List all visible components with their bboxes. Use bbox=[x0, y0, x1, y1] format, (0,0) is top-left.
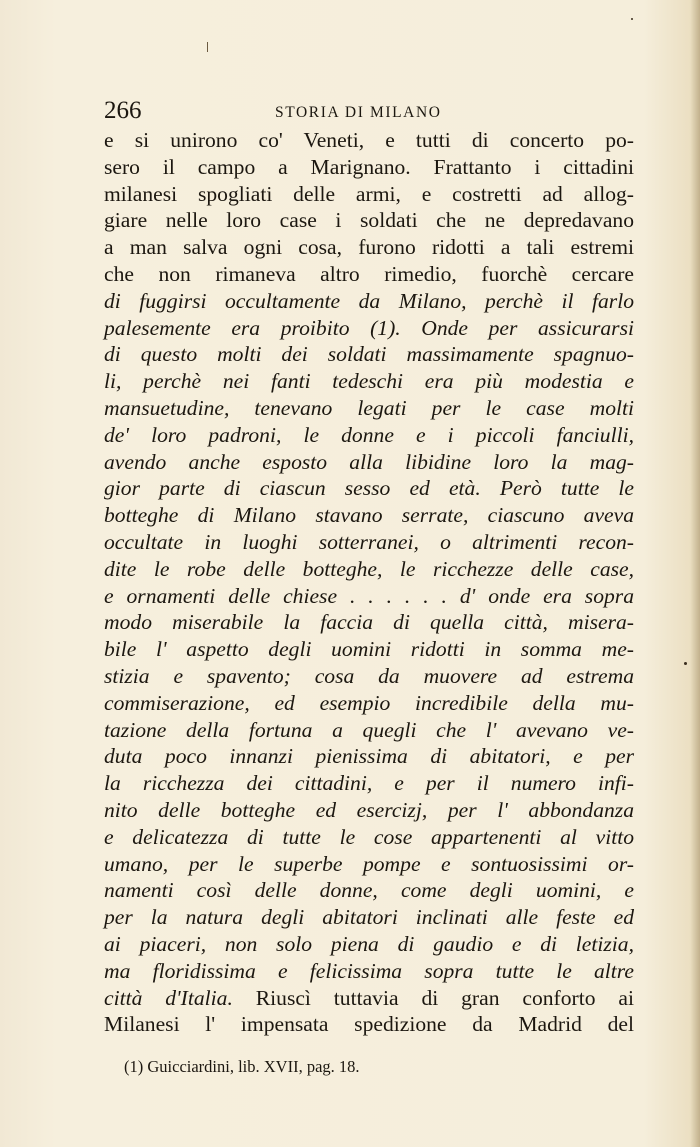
page-number: 266 bbox=[104, 97, 142, 124]
text-line bbox=[104, 985, 634, 1012]
text-line: tazione della fortuna a quegli che l' avevano ve- bbox=[104, 717, 634, 742]
text-line: giare nelle loro case i soldati che ne depredavano bbox=[104, 208, 634, 233]
paper-speck bbox=[684, 662, 687, 665]
text-line: mansuetudine, tenevano legati per le case molti bbox=[104, 395, 634, 420]
text-line: bile l' aspetto degli uomini ridotti in somma me- bbox=[104, 637, 634, 662]
text-line: duta poco innanzi pienissima di abitatori, e per bbox=[104, 744, 634, 769]
text-line: commiserazione, ed esempio incredibile della mu- bbox=[104, 690, 634, 715]
text-line: gior parte di ciascun sesso ed età. Però tutte le bbox=[104, 476, 634, 501]
text-line: e si unirono co' Veneti, e tutti di concerto po- bbox=[104, 128, 634, 152]
page-edge-shadow bbox=[690, 0, 700, 1147]
text-line: per la natura degli abitatori inclinati alle feste ed bbox=[104, 905, 634, 930]
text-line: milanesi spogliati delle armi, e costretti ad allog- bbox=[104, 181, 634, 206]
text-line: a man salva ogni cosa, furono ridotti a tali estremi bbox=[104, 235, 634, 260]
paper-mark bbox=[207, 42, 208, 52]
text-line: che non rimaneva altro rimedio, fuorchè cercare bbox=[104, 261, 634, 286]
text-line: nito delle botteghe ed esercizj, per l' abbondanza bbox=[104, 797, 634, 822]
text-line: dite le robe delle botteghe, le ricchezze delle case, bbox=[104, 556, 634, 581]
paper-speck bbox=[631, 18, 633, 20]
text-line: di questo molti dei soldati massimamente spagnuo- bbox=[104, 342, 634, 367]
text-line: stizia e spavento; cosa da muovere ad estrema bbox=[104, 663, 634, 688]
text-line: sero il campo a Marignano. Frattanto i cittadini bbox=[104, 154, 634, 179]
text-line-roman-part: Riuscì tuttavia di gran conforto ai bbox=[232, 985, 634, 1010]
running-title: STORIA DI MILANO bbox=[275, 104, 442, 121]
text-line: palesemente era proibito (1). Onde per assicurarsi bbox=[104, 315, 634, 340]
text-line: la ricchezza dei cittadini, e per il numero infi- bbox=[104, 771, 634, 796]
text-line: e ornamenti delle chiese . . . . . . d' onde era sopra bbox=[104, 583, 634, 608]
body-text bbox=[104, 127, 634, 1038]
footnote: (1) Guicciardini, lib. XVII, pag. 18. bbox=[124, 1057, 360, 1076]
text-line: namenti così delle donne, come degli uomini, e bbox=[104, 878, 634, 903]
text-line: Milanesi l' impensata spedizione da Madrid del bbox=[104, 1012, 634, 1037]
text-line: di fuggirsi occultamente da Milano, perchè il farlo bbox=[104, 288, 634, 313]
text-line-italic-part: città d'Italia. bbox=[104, 985, 233, 1010]
text-line: e delicatezza di tutte le cose appartenenti al vitto bbox=[104, 824, 634, 849]
text-line: avendo anche esposto alla libidine loro la mag- bbox=[104, 449, 634, 474]
text-line: modo miserabile la faccia di quella città, misera- bbox=[104, 610, 634, 635]
text-line: umano, per le superbe pompe e sontuosissimi or- bbox=[104, 851, 634, 876]
text-line: ma floridissima e felicissima sopra tutte le altre bbox=[104, 958, 634, 983]
text-line: li, perchè nei fanti tedeschi era più modestia e bbox=[104, 369, 634, 394]
text-line: botteghe di Milano stavano serrate, ciascuno aveva bbox=[104, 503, 634, 528]
running-header bbox=[104, 97, 634, 127]
text-line: ai piaceri, non solo piena di gaudio e di letizia, bbox=[104, 931, 634, 956]
text-line: de' loro padroni, le donne e i piccoli fanciulli, bbox=[104, 422, 634, 447]
text-line: occultate in luoghi sotterranei, o altrimenti recon- bbox=[104, 529, 634, 554]
